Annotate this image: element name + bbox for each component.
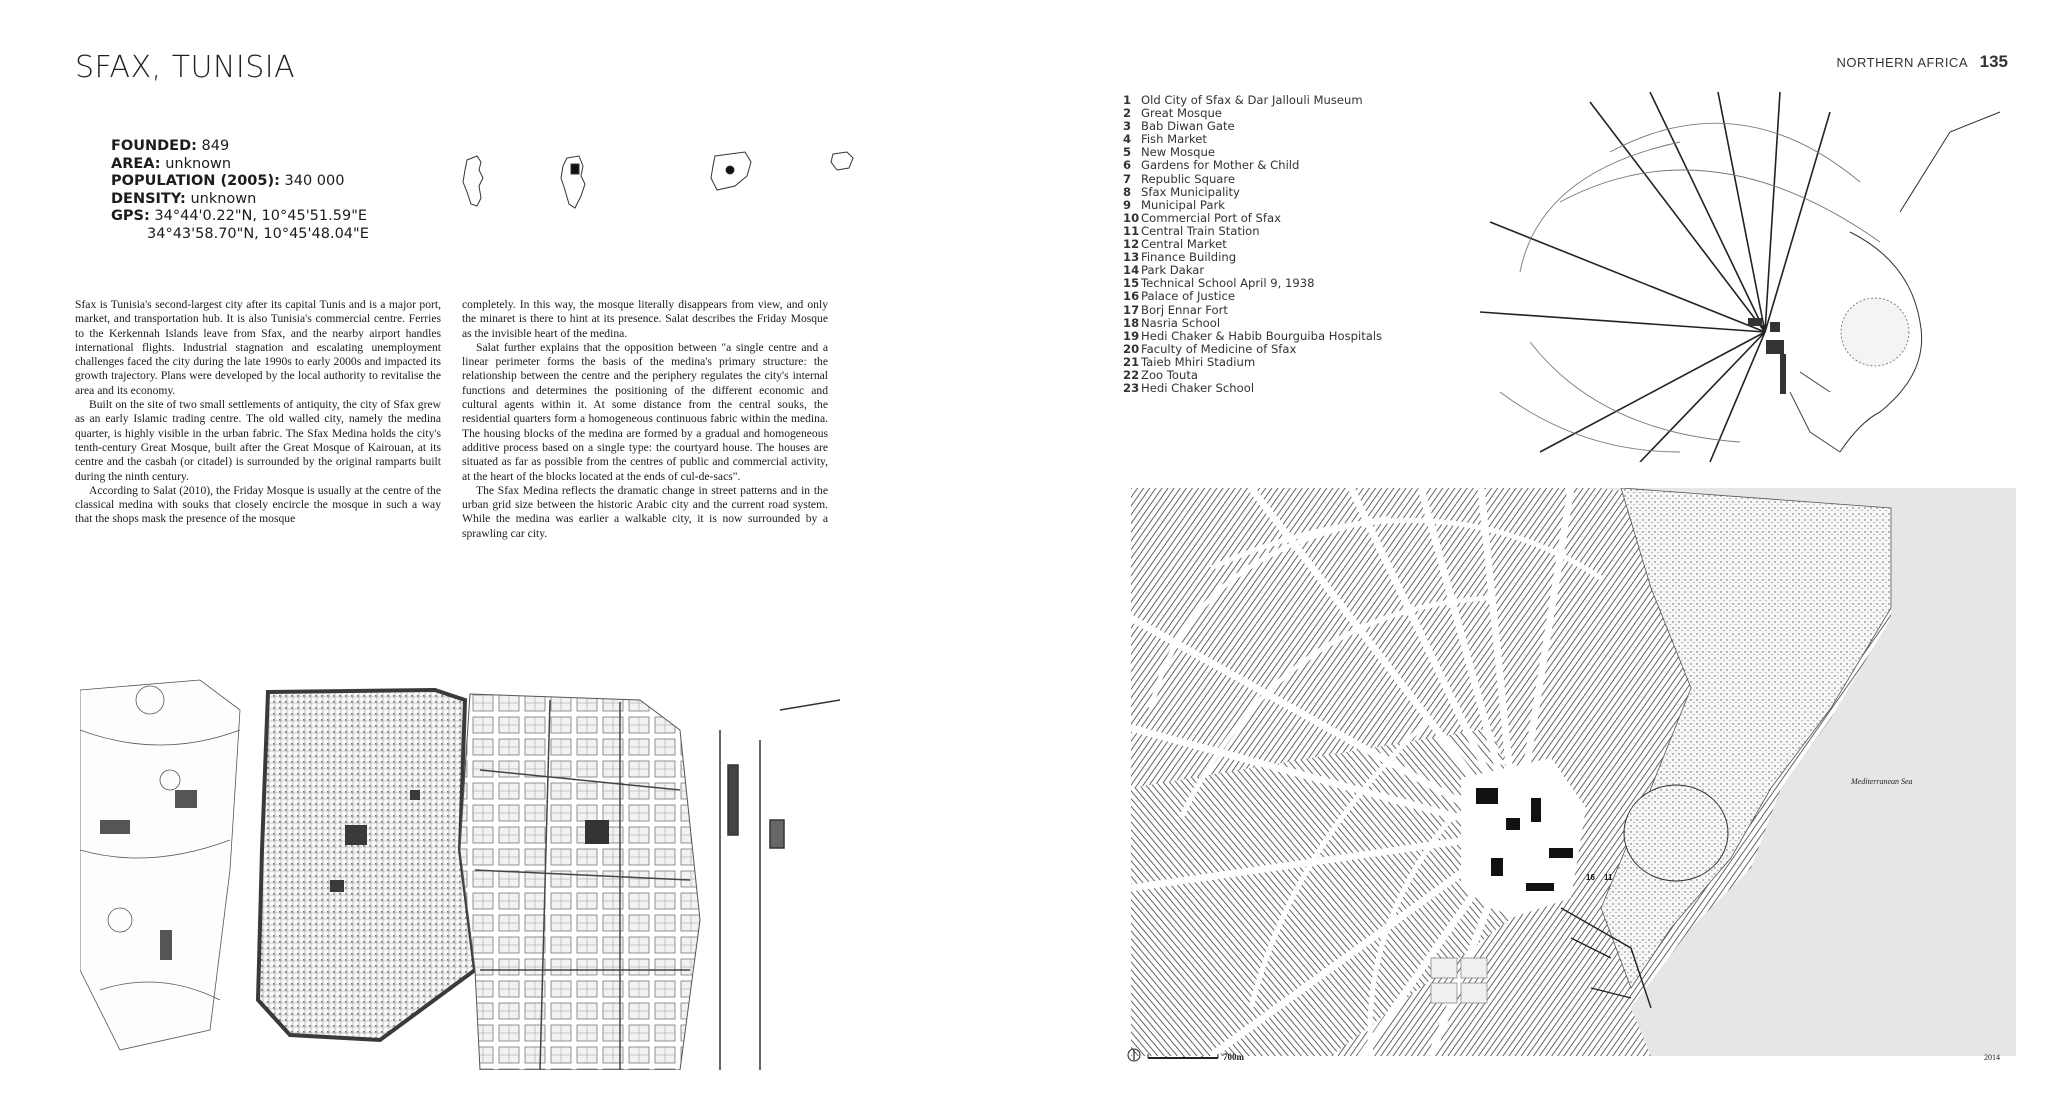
medina-plan — [80, 670, 840, 1070]
running-head — [1837, 52, 2009, 72]
legend-item: 10 Commercial Port of Sfax — [1123, 210, 1281, 225]
legend-item: 13 Finance Building — [1123, 250, 1237, 265]
fact-population: POPULATION (2005): 340 000 — [111, 173, 345, 189]
page-title: SFAX, TUNISIA — [75, 50, 296, 85]
paragraph: completely. In this way, the mosque literally disappears from view, and only the minaret is there to hint at its presence. Salat describes the Friday Mosque as the invisible heart of the medina. — [462, 298, 828, 340]
locator-region-outline — [711, 152, 751, 190]
map-marker-11: 11 — [1604, 873, 1613, 882]
map-legend — [1123, 94, 1382, 395]
legend-item: 12 Central Market — [1123, 237, 1227, 252]
sea-label: Mediterranean Sea — [1851, 777, 1913, 786]
legend-item: 6 Gardens for Mother & Child — [1123, 158, 1300, 173]
coastline — [1840, 112, 2000, 452]
overview-road-map — [1480, 92, 2010, 462]
legend-item: 2 Great Mosque — [1123, 106, 1222, 121]
scale-bar — [1126, 1046, 1306, 1066]
legend-item: 8 Sfax Municipality — [1123, 184, 1240, 199]
legend-item: 5 New Mosque — [1123, 145, 1215, 160]
paragraph: The Sfax Medina reflects the dramatic change in street patterns and in the urban grid size between the historic Arabic city and the current road system. While the medina was earlier a walkable city, it is now surrounded by a sprawling car city. — [462, 483, 828, 540]
locator-city-outline — [831, 152, 853, 170]
locator-tunisia-outline — [561, 156, 585, 208]
legend-item: 23 Hedi Chaker School — [1123, 381, 1255, 396]
city-centre — [1461, 758, 1586, 918]
paragraph: Salat further explains that the opposition between "a single centre and a linear perimeter forms the basis of the medina's primary structure: the relationship between the centre and the periphery regulates the city's internal functions and determines the positioning of the different economic and cultural agents within it. At some distance from the central souks, the residential quarters form a homogeneous continuous fabric within the medina. The housing blocks of the medina are formed by a gradual and homogeneous additive process based on a single type: the courtyard house. The houses are situated as far as possible from the centres of public and commercial activity, at the heart of the blocks located at the ends of cul-de-sacs". — [462, 340, 828, 483]
paragraph: Built on the site of two small settlements of antiquity, the city of Sfax grew as an early Islamic trading centre. The old walled city, namely the medina quarter, is highly visible in the urban fabric. The Sfax Medina holds the city's tenth-century Great Mosque, built after the Great Mosque of Kairouan, at its centre and the casbah (or citadel) is surrounded by the original ramparts built during the ninth century. — [75, 398, 441, 483]
western-fabric — [80, 680, 240, 1050]
section-name: NORTHERN AFRICA — [1836, 55, 1968, 70]
port-outline — [1790, 372, 1840, 452]
legend-item: 1 Old City of Sfax & Dar Jallouli Museum — [1123, 93, 1363, 107]
legend-item: 3 Bab Diwan Gate — [1123, 119, 1235, 134]
paragraph: According to Salat (2010), the Friday Mosque is usually at the centre of the classical medina with souks that closely encircle the mosque in such a way that the shops mask the presence of the mosque — [75, 483, 441, 526]
city-centre-blocks — [1748, 318, 1786, 394]
map-year: 2014 — [1984, 1053, 2000, 1062]
map-marker-16: 16 — [1586, 873, 1595, 882]
locator-africa-outline — [463, 156, 483, 206]
colonial-grid — [460, 694, 700, 1070]
port-quays — [720, 700, 840, 1070]
legend-item: 22 Zoo Touta — [1123, 367, 1199, 382]
legend-item: 16 Palace of Justice — [1123, 289, 1236, 304]
coastal-lagoon — [1841, 298, 1909, 366]
locator-maps — [455, 148, 875, 220]
colonial-landmark — [585, 820, 609, 844]
fact-area: AREA: unknown — [111, 155, 232, 172]
legend-item: 20 Faculty of Medicine of Sfax — [1123, 341, 1297, 356]
scale-label: 700m — [1223, 1052, 1244, 1062]
legend-item: 11 Central Train Station — [1123, 223, 1260, 238]
figure-ground-map — [1131, 488, 2016, 1056]
legend-item: 14 Park Dakar — [1123, 263, 1205, 278]
legend-item: 4 Fish Market — [1123, 132, 1207, 147]
body-column-1 — [75, 298, 441, 527]
fact-founded: FOUNDED: 849 — [111, 138, 230, 154]
radial-roads — [1480, 92, 1830, 462]
legend-item: 19 Hedi Chaker & Habib Bourguiba Hospitals — [1123, 328, 1383, 343]
page-number: 135 — [1979, 52, 2008, 71]
fact-gps: GPS: 34°44'0.22"N, 10°45'51.59"E — [111, 208, 368, 224]
legend-item: 21 Taieb Mhiri Stadium — [1123, 354, 1256, 369]
medina-fabric — [258, 690, 475, 1040]
lagoon — [1624, 785, 1728, 881]
body-column-2 — [462, 298, 828, 541]
legend-item: 18 Nasria School — [1123, 315, 1221, 330]
legend-item: 15 Technical School April 9, 1938 — [1123, 276, 1315, 291]
fact-gps-line2: 34°43'58.70"N, 10°45'48.04"E — [147, 225, 369, 242]
legend-item: 17 Borj Ennar Fort — [1123, 302, 1228, 317]
legend-item: 9 Municipal Park — [1123, 197, 1225, 212]
legend-item: 7 Republic Square — [1123, 171, 1236, 186]
ring-roads — [1500, 123, 1880, 452]
city-facts — [111, 138, 369, 243]
paragraph: Sfax is Tunisia's second-largest city after its capital Tunis and is a major port, market, and transportation hub. It is also Tunisia's commercial centre. Ferries to the Kerkennah Islands leave from Sfax, and the nearby airport handles international flights. Industrial stagnation and escalating unemployment challenges faced the city during the late 1990s to early 2000s and impacted its growth trajectory. Plans were developed by the local authority to revitalise the area and its economy. — [75, 298, 441, 397]
fact-density: DENSITY: unknown — [111, 190, 257, 207]
